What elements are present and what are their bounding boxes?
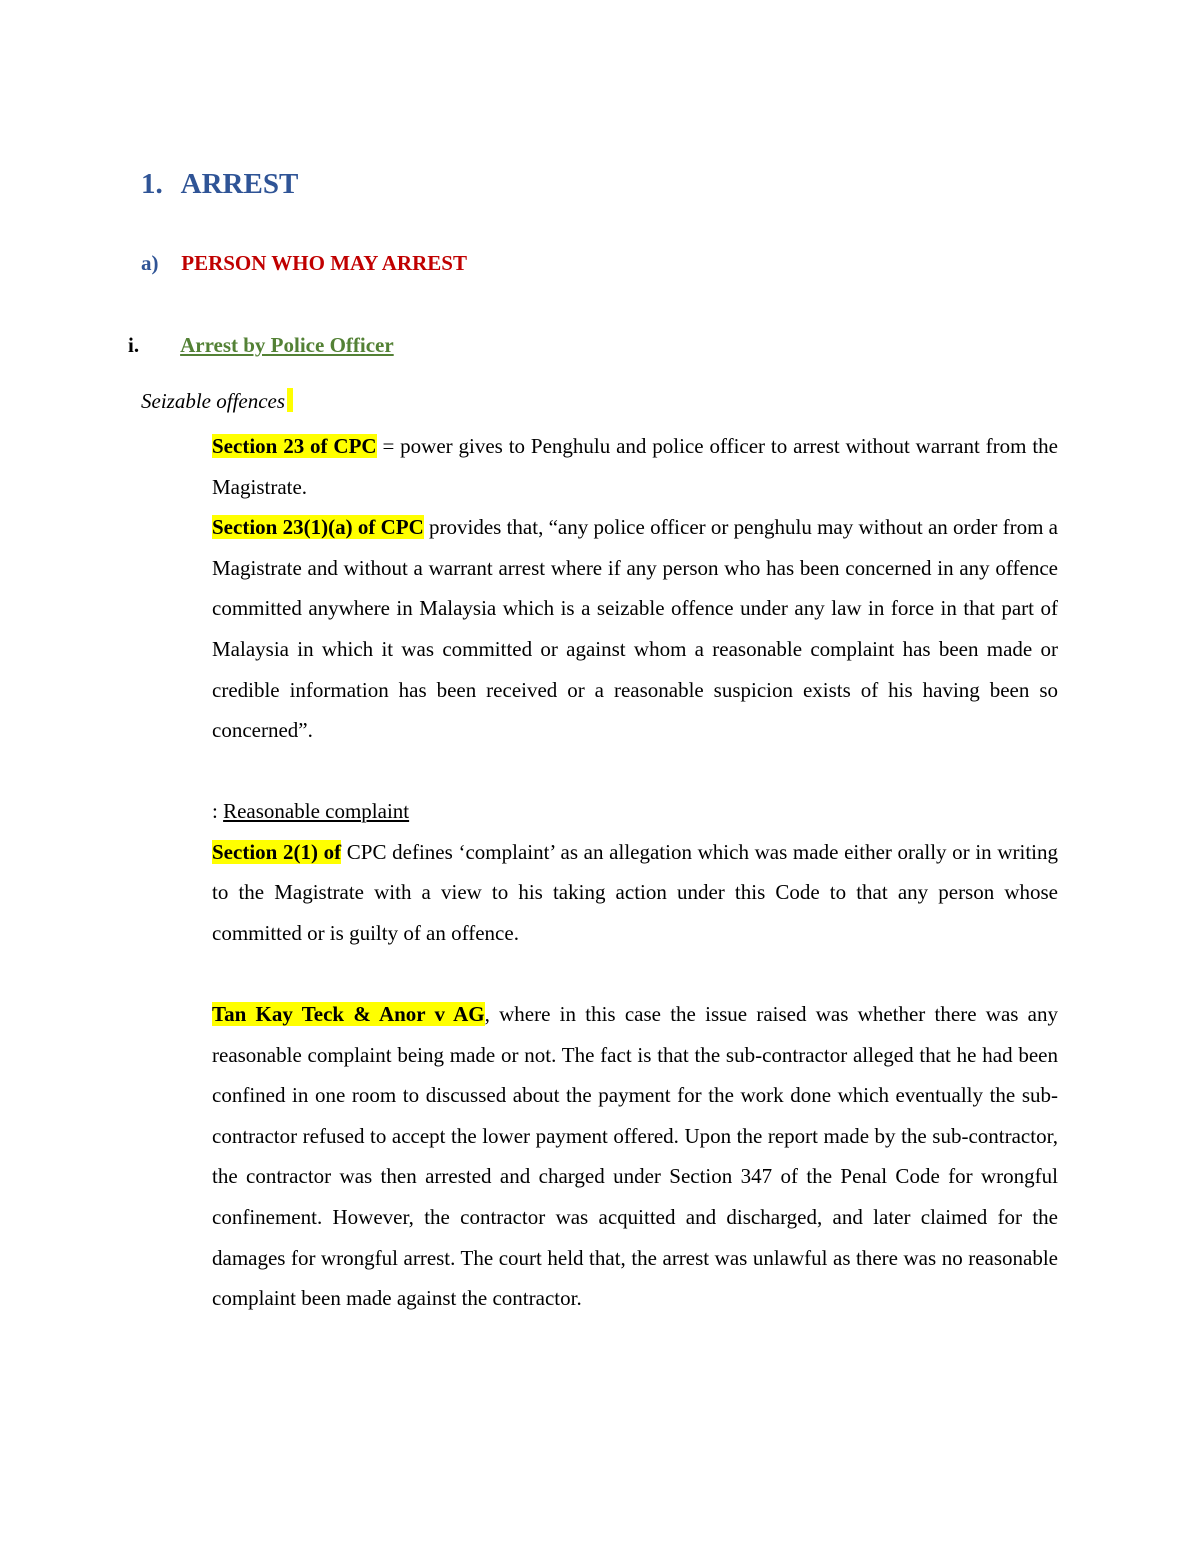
highlight-marker <box>287 388 293 412</box>
statute-reference: Section 2(1) of <box>212 839 342 864</box>
heading-text: Arrest by Police Officer <box>180 333 394 357</box>
heading-text: ARREST <box>180 168 299 200</box>
paragraph-section-2-1 <box>212 832 1058 954</box>
subheading-seizable-offences <box>141 387 293 415</box>
case-name: Tan Kay Teck & Anor v AG <box>212 1002 485 1026</box>
heading-arrest <box>141 166 298 202</box>
paragraph-text: provides that, “any police officer or penghulu may without an order from a Magistrate and without a warrant arrest where if any person who has been concerned in any offence committed anywhere in Malaysia which is a seizable offence under any law in force in that part of Malaysia in which it was committed or against whom a reasonable complaint has been made or credible information has been received or a reasonable suspicion exists of his having been so concerned”. <box>212 515 1058 743</box>
paragraph-text: = power gives to Penghulu and police officer to arrest without warrant from the Magistrate. <box>212 434 1058 499</box>
reasonable-complaint-title <box>212 791 1058 832</box>
statute-reference: Section 23(1)(a) of CPC <box>212 515 424 540</box>
heading-text: PERSON WHO MAY ARREST <box>181 251 467 275</box>
statute-reference: Section 23 of CPC <box>212 434 377 458</box>
reasonable-complaint-block <box>212 791 1058 953</box>
paragraph-case <box>212 994 1058 1319</box>
section-23-block <box>212 426 1058 751</box>
paragraph-section-23 <box>212 426 1058 507</box>
heading-number: 1. <box>141 168 163 200</box>
paragraph-section-23-1a <box>212 507 1058 751</box>
paragraph-text: , where in this case the issue raised was whether there was any reasonable complaint being made or not. The fact is that the sub-contractor alleged that he had been confined in one room to discussed about the payment for the work done which eventually the sub-contractor refused to accept the lower payment offered. Upon the report made by the sub-contractor, the contractor was then arrested and charged under Section 347 of the Penal Code for wrongful confinement. However, the contractor was acquitted and discharged, and later claimed for the damages for wrongful arrest. The court held that, the arrest was unlawful as there was no reasonable complaint been made against the contractor. <box>212 1002 1059 1311</box>
title-prefix: : <box>212 799 224 823</box>
subheading-text: Seizable offences <box>141 389 286 413</box>
heading-arrest-by-police <box>128 331 394 359</box>
heading-label: i. <box>128 333 140 357</box>
heading-person-who-may-arrest <box>141 249 467 277</box>
heading-label: a) <box>141 251 159 275</box>
case-block <box>212 994 1058 1319</box>
title-text: Reasonable complaint <box>223 799 410 823</box>
paragraph-text: CPC defines ‘complaint’ as an allegation which was made either orally or in writing to the Magistrate with a view to his taking action under this Code to that any person whose committed or is guilty of an offence. <box>212 839 1058 945</box>
